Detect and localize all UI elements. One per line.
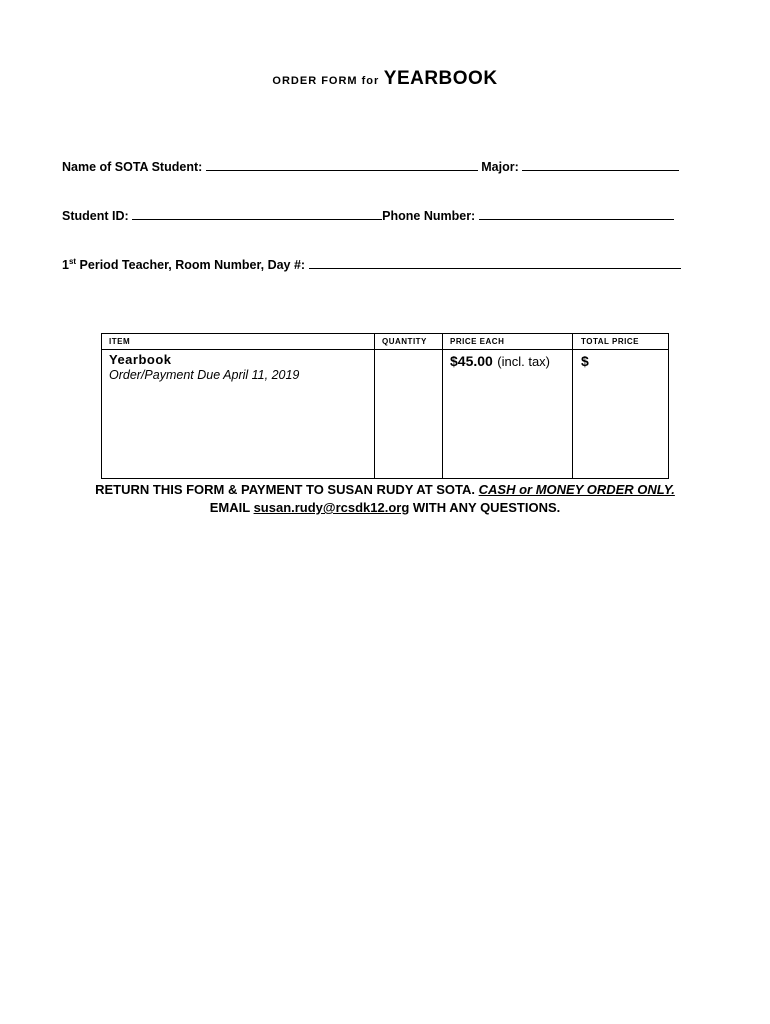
payment-method-note: CASH or MONEY ORDER ONLY. xyxy=(478,482,675,497)
contact-prefix: EMAIL xyxy=(209,500,254,515)
major-label: Major: xyxy=(481,160,519,174)
title-main: YEARBOOK xyxy=(383,68,498,89)
student-name-label: Name of SOTA Student: xyxy=(62,160,203,174)
item-name: Yearbook xyxy=(109,352,172,367)
major-field[interactable] xyxy=(522,158,679,171)
price-cell xyxy=(450,353,550,371)
order-table xyxy=(101,333,669,479)
student-id-field[interactable] xyxy=(132,207,382,220)
item-due-date: Order/Payment Due April 11, 2019 xyxy=(109,368,300,382)
period-label: Period Teacher, Room Number, Day #: xyxy=(76,258,306,272)
price-note: (incl. tax) xyxy=(497,354,551,369)
student-id-label: Student ID: xyxy=(62,209,129,223)
header-quantity: QUANTITY xyxy=(382,337,427,346)
column-divider xyxy=(572,334,573,478)
contact-email-link[interactable]: susan.rudy@rcsdk12.org xyxy=(253,500,410,515)
contact-suffix: WITH ANY QUESTIONS. xyxy=(409,500,561,515)
student-id-row xyxy=(62,207,674,223)
phone-label: Phone Number: xyxy=(382,209,476,223)
student-name-field[interactable] xyxy=(206,158,478,171)
return-instructions xyxy=(0,482,770,497)
quantity-cell[interactable] xyxy=(375,350,442,478)
column-divider xyxy=(442,334,443,478)
header-item: ITEM xyxy=(109,337,131,346)
return-text: RETURN THIS FORM & PAYMENT TO SUSAN RUDY AT SOTA. xyxy=(95,482,479,497)
page-title xyxy=(0,68,770,90)
period-number: 1 xyxy=(62,258,69,272)
title-prefix: ORDER FORM for xyxy=(272,75,380,87)
period-superscript: st xyxy=(68,256,77,266)
student-name-row xyxy=(62,158,679,174)
header-total-price: TOTAL PRICE xyxy=(581,337,639,346)
total-price-cell[interactable]: $ xyxy=(581,353,589,369)
phone-field[interactable] xyxy=(479,207,674,220)
header-price-each: PRICE EACH xyxy=(450,337,505,346)
contact-line xyxy=(0,500,770,515)
price-amount: $45.00 xyxy=(450,353,493,369)
period-teacher-field[interactable] xyxy=(309,256,681,269)
period-teacher-row xyxy=(62,256,681,272)
